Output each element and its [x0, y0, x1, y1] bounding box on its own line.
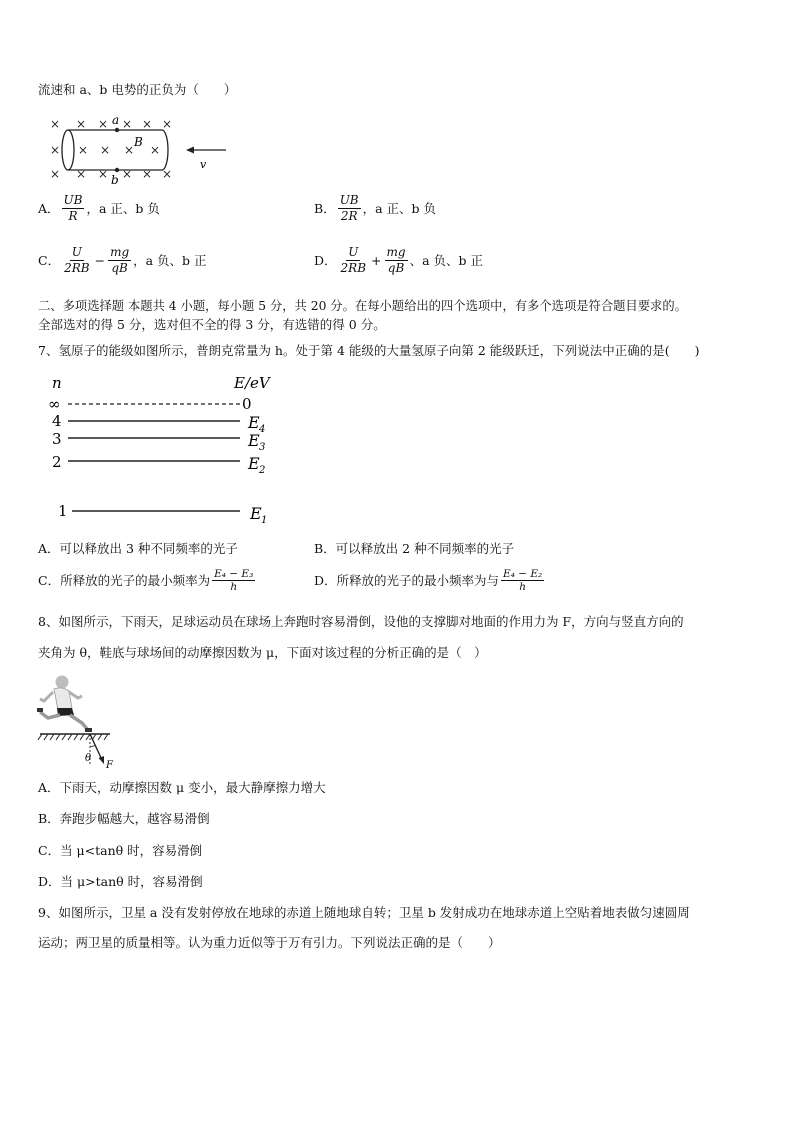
velocity-label: v	[200, 158, 207, 171]
section-header-line2: 全部选对的得 5 分，选对但不全的得 3 分，有选错的得 0 分。	[38, 317, 386, 332]
q6-option-c[interactable]: C． $\frac{U}{2RB}$ − $\frac{mg}{qB}$ ，a 负、b 正	[38, 245, 207, 275]
level-n-1: 1	[58, 502, 68, 520]
level-e-inf: 0	[242, 395, 252, 413]
fraction: $\frac{\text{E₄ − E₃}}{h}$	[214, 568, 254, 593]
q6-stem-tail: 流速和 a、b 电势的正负为（ ）	[38, 82, 237, 97]
svg-text:1: 1	[261, 515, 268, 526]
point-b-label: b	[111, 173, 119, 187]
svg-text:×: ×	[150, 143, 161, 157]
runner-icon	[37, 676, 92, 733]
fraction: $\frac{mg}{qB}$	[386, 245, 406, 275]
q9-stem-line1: 9、如图所示，卫星 a 没有发射停放在地球的赤道上随地球自转；卫星 b 发射成功在地球赤道上空贴着地表做匀速圆周	[38, 905, 690, 920]
svg-text:×: ×	[142, 117, 153, 131]
fraction: $\frac{\text{E₄ − E₂}}{h}$	[503, 568, 543, 593]
fraction: $\frac{U}{2RB}$	[340, 245, 367, 275]
fraction: $\frac{UB}{R}$	[63, 193, 83, 223]
svg-text:×: ×	[100, 143, 111, 157]
theta-label: θ	[85, 753, 92, 764]
svg-text:×: ×	[162, 167, 173, 181]
q8-stem-line1: 8、如图所示，下雨天，足球运动员在球场上奔跑时容易滑倒，设他的支撑脚对地面的作用力为 F，方向与竖直方向的	[38, 614, 684, 629]
cross-mark: ×	[50, 117, 61, 131]
level-e-2: E	[248, 454, 260, 473]
fraction: $\frac{UB}{2R}$	[339, 193, 359, 223]
q7-option-c[interactable]: C．所释放的光子的最小频率为 $\frac{\text{E₄ − E₃}}{h}$	[38, 568, 254, 593]
svg-text:×: ×	[78, 143, 89, 157]
q6-option-d[interactable]: D． $\frac{U}{2RB}$ + $\frac{mg}{qB}$ 、a 负、b 正	[314, 245, 483, 275]
q9-stem-line2: 运动；两卫星的质量相等。认为重力近似等于万有引力。下列说法正确的是（ ）	[38, 935, 501, 950]
q7-option-b[interactable]: B．可以释放出 2 种不同频率的光子	[314, 541, 515, 556]
level-e-3: E	[248, 431, 260, 450]
level-e-4: E	[248, 413, 260, 432]
section-header-line1: 二、多项选择题 本题共 4 小题，每小题 5 分，共 20 分。在每小题给出的四个选项中，有多个选项是符合题目要求的。	[38, 299, 687, 313]
svg-text:×: ×	[50, 143, 61, 157]
field-b-label: B	[134, 135, 143, 149]
svg-text:×: ×	[98, 117, 109, 131]
force-label: F	[106, 760, 113, 771]
runner-figure	[36, 668, 126, 773]
q6-pipe-figure	[40, 110, 240, 188]
svg-text:×: ×	[98, 167, 109, 181]
level-n-inf: ∞	[48, 395, 61, 413]
n-axis-label: n	[52, 374, 62, 392]
svg-text:×: ×	[124, 143, 135, 157]
q8-stem-line2: 夹角为 θ，鞋底与球场间的动摩擦因数为 μ，下面对该过程的分析正确的是（ ）	[38, 645, 487, 660]
level-e-1: E	[250, 504, 262, 523]
svg-text:×: ×	[76, 167, 87, 181]
q8-option-d[interactable]: D．当 μ>tanθ 时，容易滑倒	[38, 874, 203, 889]
svg-text:×: ×	[122, 117, 133, 131]
svg-text:2: 2	[259, 465, 266, 476]
svg-text:×: ×	[76, 117, 87, 131]
level-n-4: 4	[52, 412, 62, 430]
svg-text:4: 4	[259, 424, 266, 435]
q6-option-b[interactable]: B． $\frac{UB}{2R}$ ，a 正、b 负	[314, 193, 437, 223]
q8-option-b[interactable]: B．奔跑步幅越大，越容易滑倒	[38, 811, 210, 826]
fraction: $\frac{U}{2RB}$	[64, 245, 90, 275]
svg-text:×: ×	[122, 167, 133, 181]
svg-text:×: ×	[162, 117, 173, 131]
level-n-3: 3	[52, 430, 62, 448]
fraction: $\frac{mg}{qB}$	[110, 245, 130, 275]
svg-text:×: ×	[50, 167, 61, 181]
svg-text:×: ×	[142, 167, 153, 181]
energy-level-diagram	[40, 372, 290, 530]
svg-text:3: 3	[259, 442, 266, 453]
point-a-label: a	[112, 113, 120, 127]
q6-option-a[interactable]: A． $\frac{UB}{R}$ ，a 正、b 负	[38, 193, 160, 223]
q8-option-a[interactable]: A．下雨天，动摩擦因数 μ 变小，最大静摩擦力增大	[38, 780, 326, 795]
energy-axis-label: E/eV	[234, 374, 270, 392]
q7-stem: 7、氢原子的能级如图所示，普朗克常量为 h。处于第 4 能级的大量氢原子向第 2 能级跃迁，下列说法中正确的是( )	[38, 343, 700, 358]
q8-option-c[interactable]: C．当 μ<tanθ 时，容易滑倒	[38, 843, 203, 858]
q7-option-a[interactable]: A．可以释放出 3 种不同频率的光子	[38, 541, 238, 556]
level-n-2: 2	[52, 453, 62, 471]
q7-option-d[interactable]: D．所释放的光子的最小频率为与 $\frac{\text{E₄ − E₂}}{h}$	[314, 568, 543, 593]
